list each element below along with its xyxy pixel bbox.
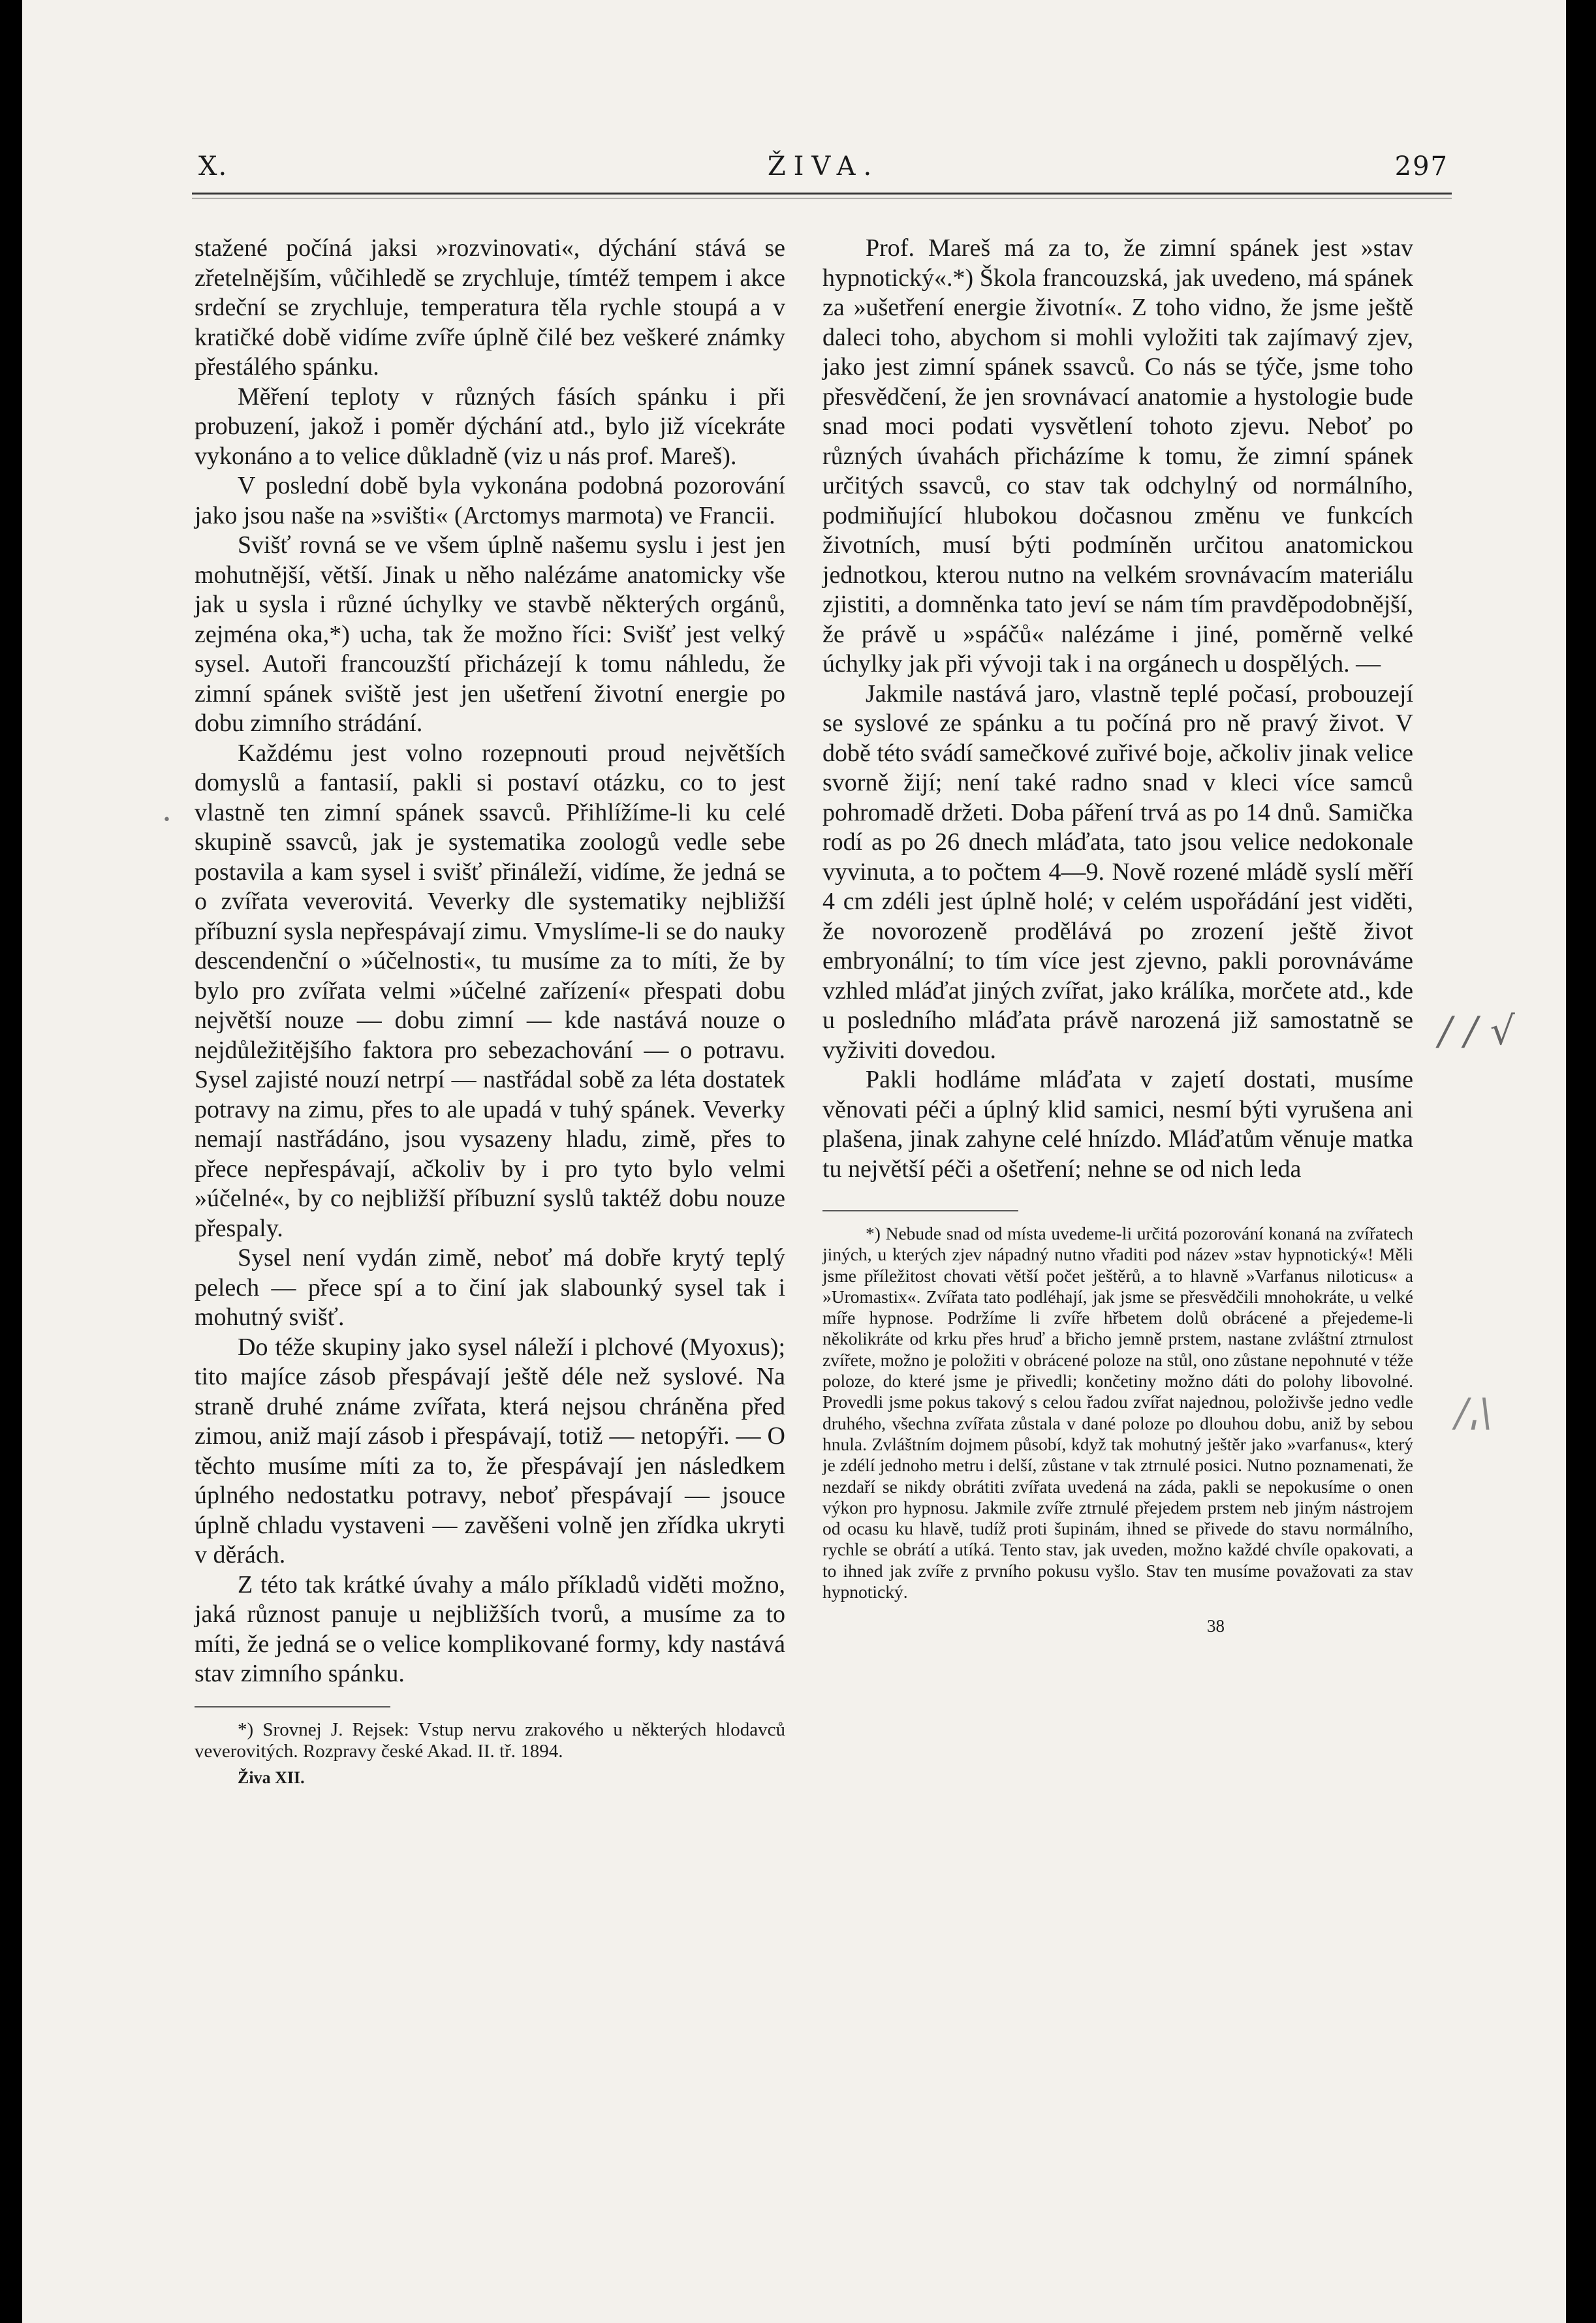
page	[22, 0, 1566, 2323]
footnote: *) Srovnej J. Rejsek: Vstup nervu zrakového u některých hlodavců veverovitých. Rozpravy české Akad. II. tř. 1894.	[195, 1719, 785, 1762]
footnote-rule	[822, 1210, 1018, 1211]
paragraph: Každému jest volno rozepnouti proud největších domyslů a fantasií, pakli si postaví otázku, co to jest vlastně ten zimní spánek ssavců. Přihlížíme-li ku celé skupině ssavců, jak je systematika zoologů vedle sebe postavila a kam sysel i svišť přináleží, vidíme, že jedná se o zvířata veverovitá. Veverky dle systematiky nejbližší příbuzní sysla nepřespávají zimu. Vmyslíme-li se do nauky descendenční o »účelnosti«, tu musíme za to míti, že by bylo pro zvířata velmi »účelné zařízení« přespati dobu největší nouze — dobu zimní — kde nastává nouze o nejdůležitějšího faktora pro sebezachování — o potravu. Sysel zajisté nouzí netrpí — nastřádal sobě za léta dostatek potravy na zimu, přes to ale upadá v tuhý spánek. Veverky nemají nastřádáno, jsou vysazeny hladu, zimě, přes to přece nepřespávají, ačkoliv by i pro tyto bylo velmi »účelné«, by co nejbližší příbuzní syslů taktéž dobu nouze přespaly.	[195, 739, 785, 1242]
paragraph: Pakli hodláme mláďata v zajetí dostati, musíme věnovati péči a úplný klid samici, nesmí býti vyrušena ani plašena, jinak zahyne celé hnízdo. Mláďatům věnuje matka tu největší péči a ošetření; nehne se od nich leda	[822, 1066, 1413, 1183]
header-rule	[192, 193, 1452, 198]
right-column	[822, 234, 1413, 1642]
header-journal-title: ŽIVA.	[767, 151, 880, 181]
signature-mark: Živa XII.	[238, 1768, 305, 1787]
paragraph: Sysel není vydán zimě, neboť má dobře krytý teplý pelech — přece spí a to činí jak slabounký sysel tak i mohutný svišť.	[195, 1244, 785, 1331]
footnote: *) Nebude snad od místa uvedeme-li určitá pozorování konaná na zvířatech jiných, u kterých zjev nápadný nutno vřaditi pod název »stav hypnotický«! Měli jsme příležitost chovati větší počet ještěrů, a to hlavně »Varfanus niloticus« a »Uromastix«. Zvířata tato podléhají, jak jsme se přesvědčili mnohokráte, u velké míře hypnose. Podržíme li zvíře hřbetem dolů obrácené a přejedeme-li několikráte od krku přes hruď a břicho jemně prstem, nastane zvláštní ztrnulost zvířete, možno je položiti v obrácené poloze na stůl, ono zůstane nepohnuté v téže poloze, do které jsme je přivedli; končetiny možno dáti do polohy libovolné. Provedli jsme pokus takový s celou řadou zvířat najednou, položivše jedno vedle druhého, všechna zvířata zůstala v dané poloze po dlouhou dobu, aniž by sebou hnula. Zvláštním dojmem působí, když tak mohutný ještěr jako »varfanus«, který je zdélí jednoho metru i delší, zůstane v tak ztrnulé posici. Nutno poznamenati, že nezdaří se nikdy obrátiti zvířata uvedená na záda, pakli se nepokusíme o onen výkon pro hypnosu. Jakmile zvíře ztrnulé přejedem prstem neb jiným nástrojem od ocasu ku hlavě, tudíž proti šupinám, ihned se přivede do stavu normálního, rychle se obrátí a utíká. Tento stav, jak uveden, možno každé chvíle opakovati, a to ihned jak zvíře z prvního pokusu vyšlo. Stav ten musíme považovati za stav hypnotický.	[822, 1223, 1413, 1602]
header-volume: X.	[198, 151, 228, 181]
footnote-rule	[195, 1706, 390, 1707]
left-column	[195, 234, 785, 1792]
paragraph: Měření teploty v různých fásích spánku i při probuzení, jakož i poměr dýchání atd., bylo již vícekráte vykonáno a to velice důkladně (viz u nás prof. Mareš).	[195, 382, 785, 470]
header-page-number: 297	[1394, 151, 1448, 181]
paragraph: Svišť rovná se ve všem úplně našemu syslu i jest jen mohutnější, větší. Jinak u něho nalézáme anatomicky vše jak u sysla i různé úchylky ve stavbě některých orgánů, zejména oka,*) ucha, tak že možno říci: Svišť jest velký sysel. Autoři francouzští přicházejí k tomu náhledu, že zimní spánek sviště jest jen ušetření životní energie po dobu zimního strádání.	[195, 531, 785, 737]
paragraph: Do téže skupiny jako sysel náleží i plchové (Myoxus); tito majíce zásob přespávají ještě déle než syslové. Na straně druhé známe zvířata, která nejsou chráněna před zimou, aniž mají zásob i přespávají, totiž — netopýři. — O těchto musíme míti za to, že přespávají jen následkem úplného nedostatku potravy, neboť přespávají — jsouce úplně chladu vystaveni — zavěšeni volně jen zřídka ukryti v děrách.	[195, 1333, 785, 1568]
paragraph: stažené počíná jaksi »rozvinovati«, dýchání stává se zřetelnějším, vůčihledě se zrychluje, tímtéž tempem i akce srdeční se zrychluje, temperatura těla rychle stoupá a v kratičké době vidíme zvíře úplně čilé bez veškeré známky přestálého spánku.	[195, 234, 785, 381]
paragraph: Z této tak krátké úvahy a málo příkladů viděti možno, jaká různost panuje u nejbližších tvorů, a musíme za to míti, že jedná se o velice komplikované formy, kdy nastává stav zimního spánku.	[195, 1570, 785, 1687]
handwritten-margin-mark: /ˌ\	[1455, 1390, 1493, 1436]
paragraph: Prof. Mareš má za to, že zimní spánek jest »stav hypnotický«.*) Škola francouzská, jak uvedeno, má spánek za »ušetření energie životní«. Z toho vidno, že jsme ještě daleci toho, abychom si mohli vyložiti tak zajímavý zjev, jako jest zimní spánek ssavců. Co nás se týče, jsme toho přesvědčení, že jen srovnávací anatomie a hystologie bude snad moci podati vysvětlení tohoto zjevu. Neboť po různých úvahách přicházíme k tomu, že zimní spánek určitých ssavců, co stav tak odchylný od normálního, podmiňující hlubokou dočasnou změnu ve funkcích životních, musí býti podmíněn určitou anatomickou jednotkou, kterou nutno na velkém srovnávacím materiálu zjistiti, a domněnka tato jeví se nám tím pravděpodobnější, že právě u »spáčů« nalézáme i jiné, poměrně velké úchylky jak při vývoji tak i na orgánech u dospělých. —	[822, 234, 1413, 678]
paragraph: Jakmile nastává jaro, vlastně teplé počasí, probouzejí se syslové ze spánku a tu počíná pro ně pravý život. V době této svádí samečkové zuřivé boje, ačkoliv jinak velice svorně žijí; není také radno snad v kleci více samců pohromadě držeti. Doba páření trvá as po 14 dnů. Samička rodí as po 26 dnech mláďata, tato jsou velice nedokonale vyvinuta, a to počtem 4—9. Nově rozené mládě syslí měří 4 cm zdéli jest úplně holé; v celém uspořádání jest viděti, že novorozeně prodělává po zrození ještě život embryonální; to tím více jest zjevno, pakli porovnáváme vzhled mláďat jiných zvířat, jako králíka, morčete atd., kde u posledního mláďata právě narozená již samostatně se vyživiti dovedou.	[822, 679, 1413, 1064]
signature-number: 38	[1207, 1616, 1225, 1636]
running-header	[198, 151, 1448, 191]
paragraph: V poslední době byla vykonána podobná pozorování jako jsou naše na »svišti« (Arctomys marmota) ve Francii.	[195, 472, 785, 529]
margin-dot: •	[163, 812, 171, 828]
handwritten-margin-mark: / / √	[1439, 1008, 1515, 1054]
